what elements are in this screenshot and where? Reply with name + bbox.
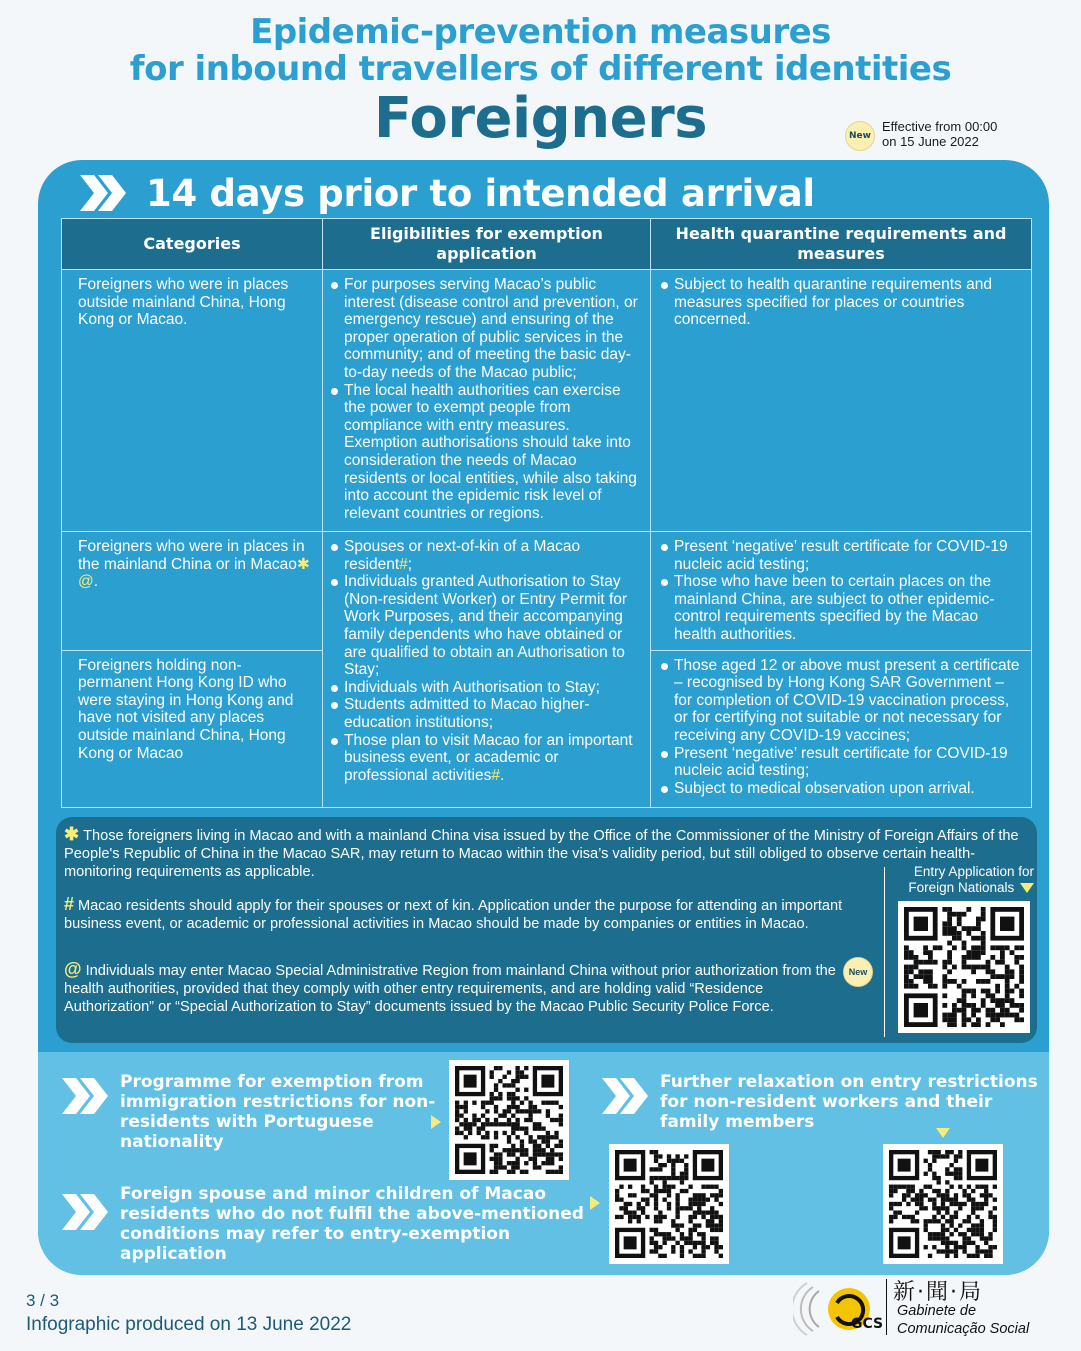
arrow-down-icon <box>1020 883 1034 893</box>
entry-application-qr-code[interactable] <box>898 901 1030 1033</box>
entry-application-label: Entry Application for Foreign Nationals <box>908 864 1034 895</box>
gcs-emblem-icon <box>793 1273 883 1343</box>
table-header-row <box>62 219 1032 270</box>
hash-symbol: # <box>64 894 75 914</box>
page-number: 3 / 3 <box>26 1291 60 1310</box>
note-marks: ✱ @ <box>78 555 310 591</box>
list-item: Students admitted to Macao higher-education institutions; <box>331 696 642 731</box>
arrow-down-icon <box>936 1128 950 1138</box>
list-item: Individuals with Authorisation to Stay; <box>331 679 642 697</box>
at-symbol: @ <box>64 959 82 979</box>
logo-divider <box>886 1279 887 1335</box>
link-portuguese-text[interactable]: Programme for exemption from immigration restrictions for non-residents with Portuguese nationality <box>120 1072 436 1152</box>
double-chevron-icon <box>60 1076 110 1116</box>
measures-table <box>61 218 1032 808</box>
eligibility-cell <box>323 270 651 532</box>
list-item: Those aged 12 or above must present a certificate – recognised by Hong Kong SAR Government – for completion of COVID-19 vaccination process, or for certifying not suitable or not necessary for receiving any COVID-19 vaccines; <box>661 657 1023 745</box>
new-badge: New <box>846 122 874 150</box>
hash-mark: # <box>399 555 408 573</box>
double-chevron-icon <box>60 1192 110 1232</box>
hash-mark: # <box>491 766 500 784</box>
foreign-spouse-qr-code[interactable] <box>609 1144 729 1264</box>
qr-code-icon <box>889 1150 997 1258</box>
list-item: Subject to medical observation upon arrival. <box>661 780 1023 798</box>
list-item: Present ‘negative’ result certificate for COVID-19 nucleic acid testing; <box>661 538 1023 573</box>
list-item: Those plan to visit Macao for an important business event, or academic or professional activities#. <box>331 732 642 785</box>
list-item: Present ‘negative’ result certificate for COVID-19 nucleic acid testing; <box>661 745 1023 780</box>
table-row <box>62 532 1032 651</box>
heading-line-1: Epidemic-prevention measures <box>250 12 831 52</box>
heading-line-2: for inbound travellers of different identities <box>129 49 952 89</box>
table-row <box>62 270 1032 532</box>
divider <box>884 867 885 1037</box>
column-header-eligibilities: Eligibilities for exemption application <box>323 219 651 270</box>
category-cell <box>62 650 323 807</box>
qr-code-icon <box>615 1150 723 1258</box>
note-star: ✱ Those foreigners living in Macao and with a mainland China visa issued by the Office of the Commissioner of the Ministry of Foreign Affairs of the People's Republic of China in the Macao SAR, may return to Macao within the visa’s validity period, but still obliged to observe certain health-monitoring requirements as applicable. <box>64 824 1019 880</box>
non-resident-workers-qr-code[interactable] <box>883 1144 1003 1264</box>
category-text: Foreigners who were in places outside mainland China, Hong Kong or Macao. <box>78 276 289 329</box>
qr-code-icon <box>455 1066 563 1174</box>
link-non-resident-workers-text[interactable]: Further relaxation on entry restrictions for non-resident workers and their family members <box>660 1072 1038 1132</box>
arrow-right-icon <box>431 1115 441 1129</box>
health-cell <box>651 270 1032 532</box>
link-foreign-spouse-text[interactable]: Foreign spouse and minor children of Macao residents who do not fulfil the above-mentioned conditions may refer to entry-exemption application <box>120 1184 584 1264</box>
double-chevron-icon <box>78 173 128 213</box>
list-item: Individuals granted Authorisation to Stay (Non-resident Worker) or Entry Permit for Work Purposes, and their accompanying family dependents who have obtained or are qualified to obtain an Authorisation to Stay; <box>331 573 642 679</box>
gcs-logo <box>793 1273 1063 1343</box>
logo-portuguese-1: Gabinete de <box>897 1303 977 1319</box>
category-text: Foreigners holding non-permanent Hong Kong ID who were staying in Hong Kong and have not visited any places outside mainland China, Hong Kong or Macao <box>78 656 294 762</box>
double-chevron-icon <box>600 1076 650 1116</box>
category-text: Foreigners who were in places in the mainland China or in Macao <box>78 538 305 573</box>
list-item: The local health authorities can exercise the power to exempt people from compliance with entry measures. Exemption authorisations should take into consideration the needs of Macao residents or local entities, while also taking into account the epidemic risk level of relevant countries or regions. <box>331 382 642 523</box>
qr-code-icon <box>904 907 1024 1027</box>
produced-date: Infographic produced on 13 June 2022 <box>26 1314 352 1335</box>
column-header-categories: Categories <box>62 219 323 270</box>
health-cell <box>651 532 1032 651</box>
list-item: Subject to health quarantine requirements and measures specified for places or countries concerned. <box>661 276 1023 329</box>
category-cell <box>62 270 323 532</box>
list-item: Those who have been to certain places on the mainland China, are subject to other epidemic-control requirements specified by the Macao health authorities. <box>661 573 1023 643</box>
effective-line-1: Effective from 00:00 <box>882 119 998 134</box>
category-cell: Foreigners who were in places in the mainland China or in Macao✱ @. <box>62 532 323 651</box>
header <box>0 0 1081 160</box>
page-title: Foreigners <box>373 86 708 151</box>
link-foreign-spouse[interactable] <box>60 1184 590 1264</box>
arrow-right-icon <box>590 1196 600 1210</box>
link-non-resident-workers[interactable] <box>600 1072 1040 1132</box>
link-portuguese-programme[interactable] <box>60 1072 440 1152</box>
portuguese-programme-qr-code[interactable] <box>449 1060 569 1180</box>
new-badge: New <box>844 958 872 986</box>
effective-date <box>882 119 997 149</box>
list-item: For purposes serving Macao’s public interest (disease control and prevention, or emergency rescue) and ensuring of the proper operation of public services in the community; and of meeting the basic day-to-day needs of the Macao public; <box>331 276 642 382</box>
effective-line-2: on 15 June 2022 <box>882 134 979 149</box>
notes-box <box>56 817 1037 1043</box>
main-panel <box>38 160 1049 1275</box>
section-title: 14 days prior to intended arrival <box>146 171 815 215</box>
note-at: @ Individuals may enter Macao Special Administrative Region from mainland China without prior authorization from the health authorities, provided that they comply with other entry requirements, and are holding valid “Residence Authorization” or “Special Authorization to Stay” documents issued by the Macao Public Security Police Force. <box>64 959 836 1015</box>
logo-portuguese-2: Comunicação Social <box>897 1321 1030 1337</box>
list-item: Spouses or next-of-kin of a Macao resident#; <box>331 538 642 573</box>
column-header-health: Health quarantine requirements and measures <box>651 219 1032 270</box>
star-symbol: ✱ <box>64 824 80 844</box>
eligibility-cell <box>323 532 651 808</box>
section-heading <box>78 168 815 218</box>
health-cell <box>651 650 1032 807</box>
logo-chinese: 新·聞·局 <box>893 1280 983 1305</box>
logo-text: GCS <box>851 1316 883 1332</box>
note-hash: # Macao residents should apply for their spouses or next of kin. Application under the purpose for attending an important business event, or academic or professional activities in Macao should be made by companies or entities in Macao. <box>64 894 843 932</box>
